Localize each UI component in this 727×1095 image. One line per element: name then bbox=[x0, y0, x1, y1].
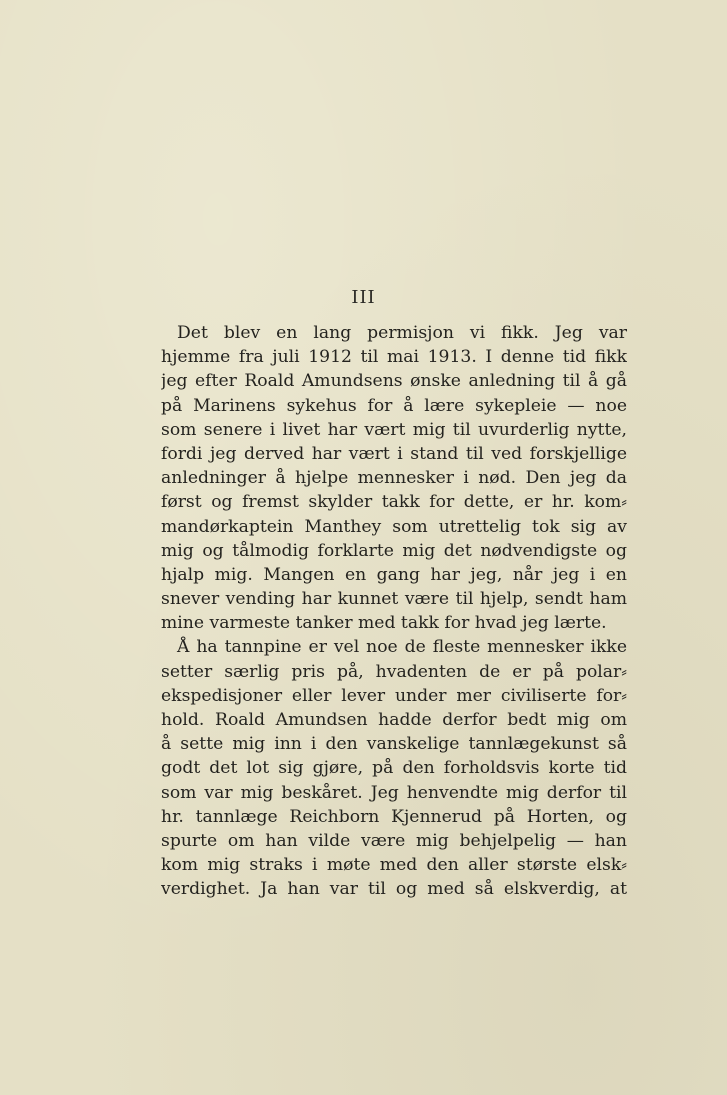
body-text bbox=[161, 321, 627, 902]
text-line: spurte om han vilde være mig behjelpelig — han bbox=[161, 830, 627, 851]
text-line: fordi jeg derved har vært i stand til ved forskjellige bbox=[161, 443, 627, 464]
text-line: hjalp mig. Mangen en gang har jeg, når jeg i en bbox=[161, 564, 627, 585]
text-line: Å ha tannpine er vel noe de fleste mennesker ikke bbox=[177, 637, 627, 658]
text-line: mandørkaptein Manthey som utrettelig tok sig av bbox=[161, 516, 627, 537]
text-line: anledninger å hjelpe mennesker i nød. Den jeg da bbox=[161, 468, 627, 489]
chapter-heading: III bbox=[351, 287, 376, 308]
text-line: å sette mig inn i den vanskelige tannlægekunst så bbox=[161, 734, 627, 755]
text-line: hold. Roald Amundsen hadde derfor bedt mig om bbox=[161, 710, 627, 730]
text-line: setter særlig pris på, hvadenten de er på polar⸗ bbox=[161, 661, 627, 682]
text-line: verdighet. Ja han var til og med så elskverdig, at bbox=[161, 879, 627, 900]
text-line: ekspedisjoner eller lever under mer civiliserte for⸗ bbox=[161, 685, 627, 706]
text-line: kom mig straks i møte med den aller største elsk⸗ bbox=[161, 855, 627, 876]
text-line: hjemme fra juli 1912 til mai 1913. I denne tid fikk bbox=[161, 347, 627, 368]
text-line: jeg efter Roald Amundsens ønske anledning til å gå bbox=[161, 371, 627, 392]
text-line: som senere i livet har vært mig til uvurderlig nytte, bbox=[161, 419, 627, 440]
text-line: mig og tålmodig forklarte mig det nødvendigste og bbox=[161, 540, 627, 561]
text-line: mine varmeste tanker med takk for hvad jeg lærte. bbox=[161, 613, 607, 634]
text-line: hr. tannlæge Reichborn Kjennerud på Horten, og bbox=[161, 806, 627, 827]
text-line: som var mig beskåret. Jeg henvendte mig derfor til bbox=[161, 782, 627, 803]
text-line: først og fremst skylder takk for dette, er hr. kom⸗ bbox=[161, 492, 627, 513]
text-line: snever vending har kunnet være til hjelp, sendt ham bbox=[161, 589, 627, 610]
text-line: på Marinens sykehus for å lære sykepleie — noe bbox=[161, 395, 627, 416]
text-line: Det blev en lang permisjon vi fikk. Jeg var bbox=[177, 323, 627, 343]
text-line: godt det lot sig gjøre, på den forholdsvis korte tid bbox=[161, 758, 627, 779]
